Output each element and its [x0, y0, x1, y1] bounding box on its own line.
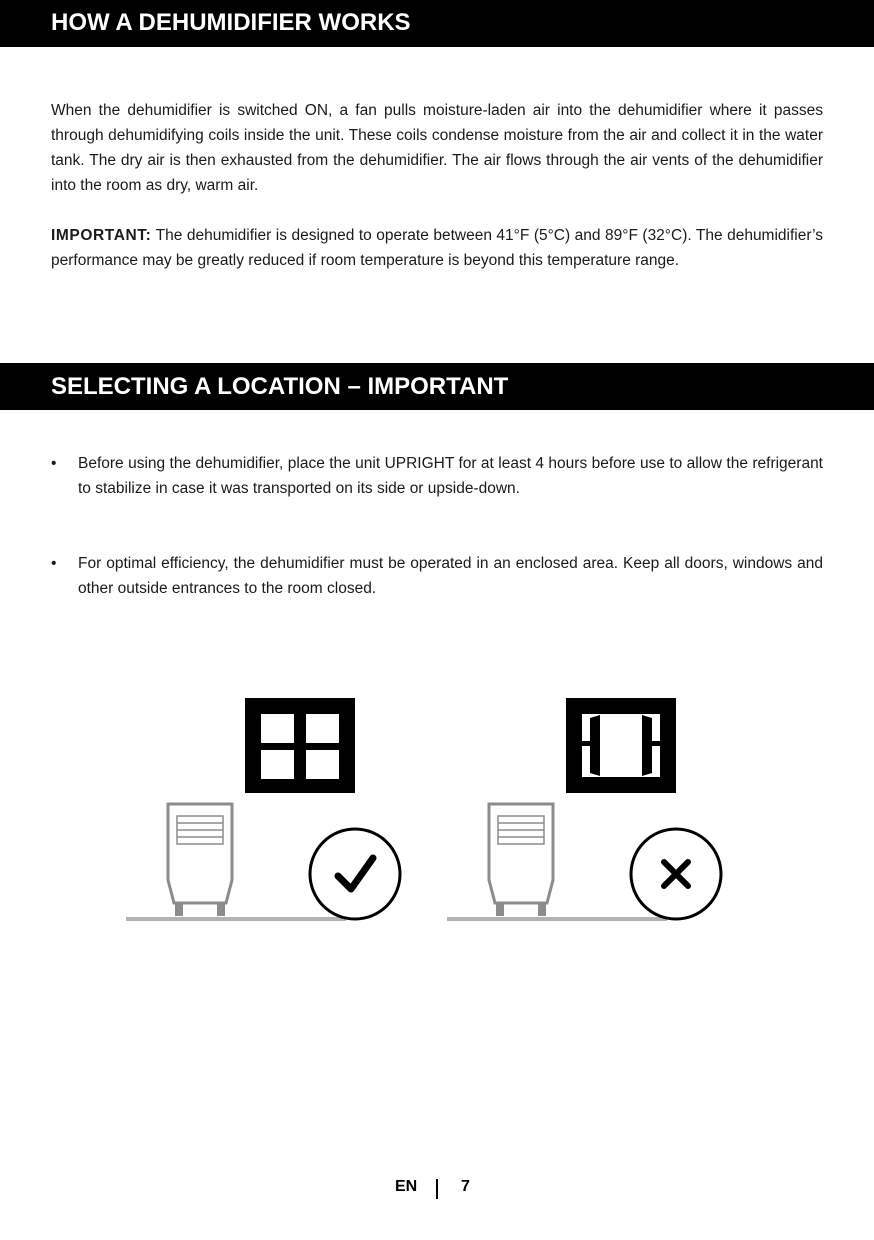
footer-divider — [436, 1179, 438, 1199]
cross-icon — [631, 829, 721, 919]
important-note — [51, 223, 823, 273]
dehumidifier-icon — [168, 804, 232, 903]
list-item — [51, 551, 823, 601]
dehumidifier-icon — [489, 804, 553, 903]
how-it-works-paragraph: When the dehumidifier is switched ON, a fan pulls moisture-laden air into the dehumidifier where it passes through dehumidifying coils inside the unit. These coils condense moisture from the air and collect it in the water tank. The dry air is then exhausted from the dehumidifier. The air flows through the air vents of the dehumidifier into the room as dry, warm air. — [51, 102, 823, 194]
section-heading-how-it-works: HOW A DEHUMIDIFIER WORKS — [0, 0, 874, 47]
floor-line — [447, 917, 667, 921]
section-heading-location: SELECTING A LOCATION – IMPORTANT — [0, 363, 874, 410]
list-item-text: For optimal efficiency, the dehumidifier must be operated in an enclosed area. Keep all doors, windows and other outside entrances to the room closed. — [78, 555, 823, 597]
incorrect-setup-panel — [447, 698, 721, 921]
list-item — [51, 451, 823, 501]
language-code: EN — [395, 1178, 418, 1195]
list-item-text: Before using the dehumidifier, place the unit UPRIGHT for at least 4 hours before use to allow the refrigerant to stabilize in case it was transported on its side or upside-down. — [78, 455, 823, 497]
check-icon — [310, 829, 400, 919]
important-text: The dehumidifier is designed to operate between 41°F (5°C) and 89°F (32°C). The dehumidifier’s performance may be greatly reduced if room temperature is beyond this temperature range. — [51, 227, 823, 269]
open-window-icon — [566, 698, 676, 793]
location-illustration — [120, 690, 740, 930]
bullet-icon: • — [51, 555, 57, 572]
important-label: IMPORTANT: — [51, 227, 152, 244]
bullet-icon: • — [51, 455, 57, 472]
floor-line — [126, 917, 346, 921]
closed-window-icon — [245, 698, 355, 793]
correct-setup-panel — [126, 698, 400, 921]
page-number: 7 — [461, 1178, 470, 1195]
